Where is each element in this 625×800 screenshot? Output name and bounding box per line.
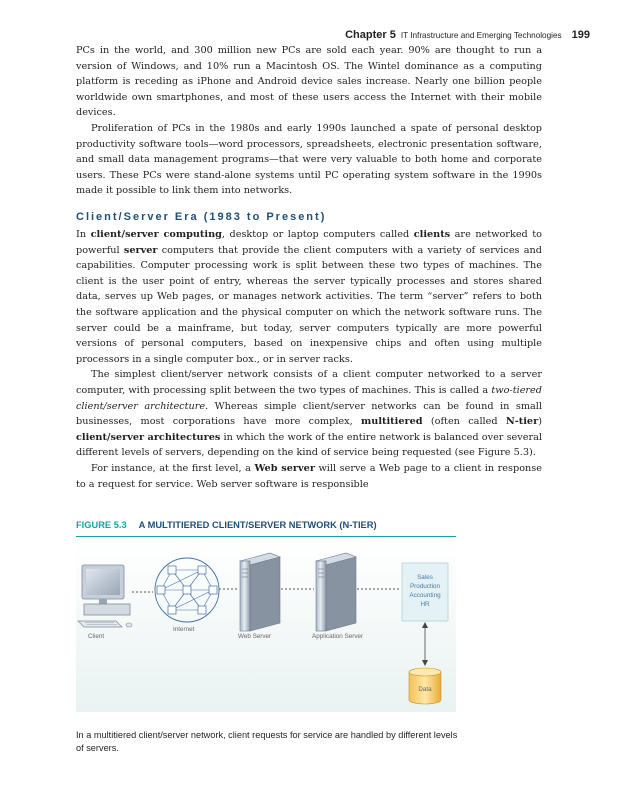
paragraph-5: For instance, at the first level, a Web server will serve a Web page to a client in response to a request for service. Web server software is responsible xyxy=(76,462,542,490)
web-server-label: Web Server xyxy=(238,633,272,640)
data-label: Data xyxy=(418,686,432,693)
term-clients: clients xyxy=(413,229,451,240)
chapter-label: Chapter 5 xyxy=(345,29,396,41)
web-server-icon xyxy=(240,553,280,631)
term-client-server-computing: client/server computing xyxy=(90,229,222,240)
paragraph-4: The simplest client/server network consists of a client computer networked to a server computer, with processing split between the two types of machines. This is called a two-tiered client/server architecture. Whereas simple client/server networks can be found in small businesses, most corporations have more complex, multitiered (often called N-tier) client/server architectures in which the work of the entire network is balanced over several different levels of servers, depending on the kind of service being requested (see Figure 5.3). xyxy=(76,369,543,459)
service-accounting: Accounting xyxy=(409,592,441,599)
application-server-label: Application Server xyxy=(312,633,364,640)
page-number: 199 xyxy=(571,29,590,41)
running-header xyxy=(0,25,590,43)
term-web-server: Web server xyxy=(254,462,315,474)
n-tier-diagram xyxy=(76,539,456,712)
internet-label: Internet xyxy=(173,626,195,633)
client-server-text xyxy=(76,227,542,492)
term-server: server xyxy=(123,244,158,256)
intro-text xyxy=(76,43,542,199)
term-client-server-architectures: client/server architectures xyxy=(76,431,221,443)
section-heading: Client/Server Era (1983 to Present) xyxy=(76,211,327,223)
term-n-tier: N-tier xyxy=(505,416,539,428)
service-hr: HR xyxy=(420,601,430,608)
figure-number: FIGURE 5.3 xyxy=(76,520,127,530)
application-server-icon xyxy=(316,553,356,631)
paragraph-3: In client/server computing, desktop or laptop computers called clients are networked to powerful server computers that provide the client computers with a variety of services and capabilities. Computer processing work is split between these two types of machines. The client is the user point of entry, whereas the server typically processes and stores shared data, serves up Web pages, or manages network activities. The term “server” refers to both the software application and the physical computer on which the network software runs. The server could be a mainframe, but today, server computers typically are more powerful versions of personal computers, based on inexpensive chips and often using multiple processors in a single computer box., or in server racks. xyxy=(76,229,542,365)
paragraph-1: PCs in the world, and 300 million new PCs are sold each year. 90% are thought to run a version of Windows, and 10% run a Macintosh OS. The Wintel dominance as a computing platform is receding as iPhone and Android device sales increase. Nearly one billion people worldwide own smartphones, and most of these users access the Internet with their mobile devices. xyxy=(76,45,542,119)
chapter-title: IT Infrastructure and Emerging Technologies xyxy=(400,31,562,40)
term-two-tiered: two-tiered client/server architecture xyxy=(76,384,542,412)
figure-caption: In a multitiered client/server network, client requests for service are handled by different levels of servers. xyxy=(76,730,458,753)
service-sales: Sales xyxy=(417,574,433,581)
figure-label xyxy=(76,520,542,530)
figure-title: A MULTITIERED CLIENT/SERVER NETWORK (N-TIER) xyxy=(138,520,377,530)
service-production: Production xyxy=(409,583,441,590)
client-label: Client xyxy=(88,633,105,640)
term-multitiered: multitiered xyxy=(361,416,423,428)
figure-rule xyxy=(76,536,456,537)
paragraph-2: Proliferation of PCs in the 1980s and early 1990s launched a spate of personal desktop productivity software tools—word processors, spreadsheets, electronic presentation software, and small data management programs—that were very valuable to both home and corporate users. These PCs were stand-alone systems until PC operating system software in the 1990s made it possible to link them into networks. xyxy=(76,122,542,197)
